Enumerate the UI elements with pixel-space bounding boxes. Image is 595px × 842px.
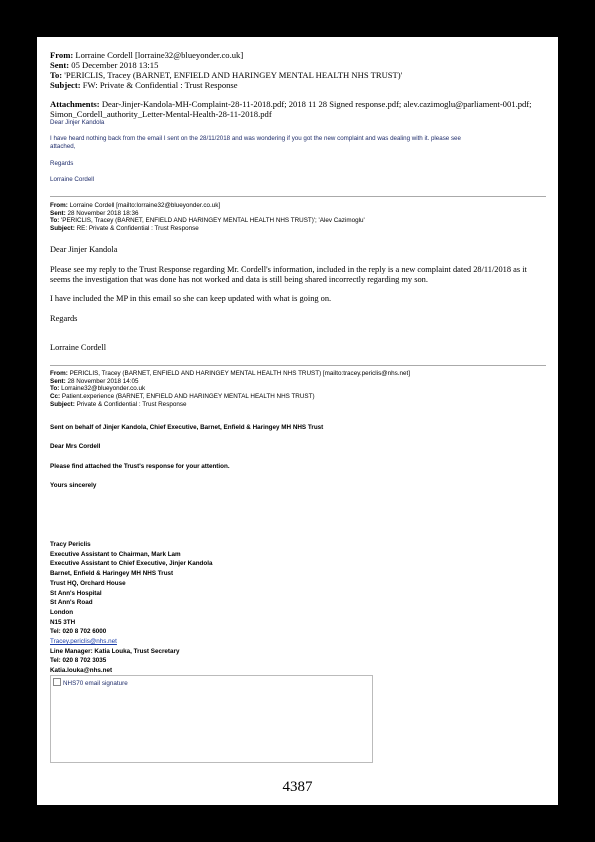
- email2-para1-2: seems the investigation that was done has not worked and data is still being shared incorrectly regarding my son.: [50, 275, 428, 284]
- email2-signoff: Lorraine Cordell: [50, 343, 107, 352]
- from-label: From:: [50, 370, 68, 377]
- attachments-block: [50, 99, 550, 119]
- email1-regards: Regards: [50, 160, 74, 167]
- to-label: To:: [50, 217, 60, 225]
- sent-label: Sent:: [50, 209, 66, 217]
- email1-signoff: Lorraine Cordell: [50, 176, 95, 183]
- signature-line: Executive Assistant to Chief Executive, Jinjer Kandola: [50, 560, 213, 568]
- to-label: To:: [50, 70, 63, 80]
- signature-line: Barnet, Enfield & Haringey MH NHS Trust: [50, 570, 174, 578]
- sent-label: Sent:: [50, 60, 70, 70]
- subject-label: Subject:: [50, 80, 81, 90]
- image-alt-text: NHS70 email signature: [63, 680, 128, 687]
- subject-value: RE: Private & Confidential : Trust Response: [76, 225, 199, 233]
- email2-para2: I have included the MP in this email so she can keep updated with what is going on.: [50, 294, 332, 303]
- email1-header: [50, 50, 550, 90]
- from-value: Lorraine Cordell [mailto:lorraine32@blueyonder.co.uk]: [69, 202, 221, 209]
- subject-label: Subject:: [50, 225, 75, 233]
- signature-line: London: [50, 608, 74, 616]
- signature-line: Executive Assistant to Chairman, Mark Lam: [50, 550, 181, 558]
- from-label: From:: [50, 50, 74, 60]
- email1-body: I have heard nothing back from the email I sent on the 28/11/2018 and was wondering if you got the new complaint and was dealing with it. please see: [50, 135, 461, 142]
- signature-email-link[interactable]: Tracey.periclis@nhs.net: [50, 638, 117, 646]
- email3-behalf: Sent on behalf of Jinjer Kandola, Chief Executive, Barnet, Enfield & Haringey MH NHS Trust: [50, 424, 324, 431]
- signature-block: [50, 540, 213, 676]
- signature-line: Trust HQ, Orchard House: [50, 579, 126, 587]
- signature-line: St Ann's Hospital: [50, 589, 102, 597]
- document-page: [37, 37, 558, 805]
- sent-value: 28 November 2018 14:05: [67, 377, 139, 385]
- sent-value: 28 November 2018 18:36: [67, 209, 139, 217]
- signature-line: Tel: 020 8 702 3035: [50, 657, 107, 665]
- email2-regards: Regards: [50, 314, 78, 323]
- from-value: Lorraine Cordell [lorraine32@blueyonder.co.uk]: [75, 50, 244, 60]
- email3-header: [50, 370, 410, 409]
- divider: [50, 365, 546, 366]
- email1-body-2: attached,: [50, 143, 76, 150]
- email2-header: [50, 202, 365, 233]
- signature-line: St Ann's Road: [50, 599, 93, 607]
- subject-label: Subject:: [50, 400, 75, 408]
- attachments-value: Dear-Jinjer-Kandola-MH-Complaint-28-11-2018.pdf; 2018 11 28 Signed response.pdf; alev.cazimoglu@parliament-001.pdf;: [101, 99, 532, 109]
- nhs70-signature-image: [50, 675, 373, 763]
- to-value: 'PERICLIS, Tracey (BARNET, ENFIELD AND HARINGEY MENTAL HEALTH NHS TRUST)'; 'Alev Cazimoglu': [61, 217, 365, 225]
- from-value: PERICLIS, Tracey (BARNET, ENFIELD AND HARINGEY MENTAL HEALTH NHS TRUST) [mailto:tracey.periclis@nhs.net]: [69, 370, 411, 377]
- broken-image-icon: [53, 678, 61, 686]
- email3-greeting: Dear Mrs Cordell: [50, 443, 101, 450]
- sent-value: 05 December 2018 13:15: [71, 60, 159, 70]
- email3-body: Please find attached the Trust's response for your attention.: [50, 463, 230, 470]
- to-label: To:: [50, 385, 60, 393]
- signature-line: Katia.louka@nhs.net: [50, 667, 113, 675]
- signature-line: Line Manager: Katia Louka, Trust Secretary: [50, 647, 180, 655]
- page-number: 4387: [282, 779, 313, 795]
- from-label: From:: [50, 202, 68, 209]
- to-value: 'PERICLIS, Tracey (BARNET, ENFIELD AND HARINGEY MENTAL HEALTH NHS TRUST)': [64, 70, 403, 80]
- email2-para1: Please see my reply to the Trust Response regarding Mr. Cordell's information, included in the reply is a new complaint dated 28/11/2018 as it: [50, 265, 527, 274]
- signature-line: Tel: 020 8 702 6000: [50, 628, 107, 636]
- sent-label: Sent:: [50, 377, 66, 385]
- signature-line: Tracy Periclis: [50, 541, 91, 548]
- to-value: Lorraine32@blueyonder.co.uk: [61, 385, 146, 393]
- subject-value: FW: Private & Confidential : Trust Response: [82, 80, 238, 90]
- divider: [50, 196, 546, 197]
- cc-label: Cc:: [50, 393, 61, 401]
- subject-value: Private & Confidential : Trust Response: [76, 400, 187, 408]
- email3-closing: Yours sincerely: [50, 482, 97, 489]
- cc-value: Patient.experience (BARNET, ENFIELD AND HARINGEY MENTAL HEALTH NHS TRUST): [61, 393, 315, 401]
- attachments-label: Attachments:: [50, 99, 100, 109]
- signature-line: N15 3TH: [50, 618, 76, 626]
- attachments-value-2: Simon_Cordell_authority_Letter-Mental-Health-28-11-2018.pdf: [50, 109, 272, 119]
- email2-greeting: Dear Jinjer Kandola: [50, 245, 118, 254]
- email1-greeting: Dear Jinjer Kandola: [50, 119, 105, 126]
